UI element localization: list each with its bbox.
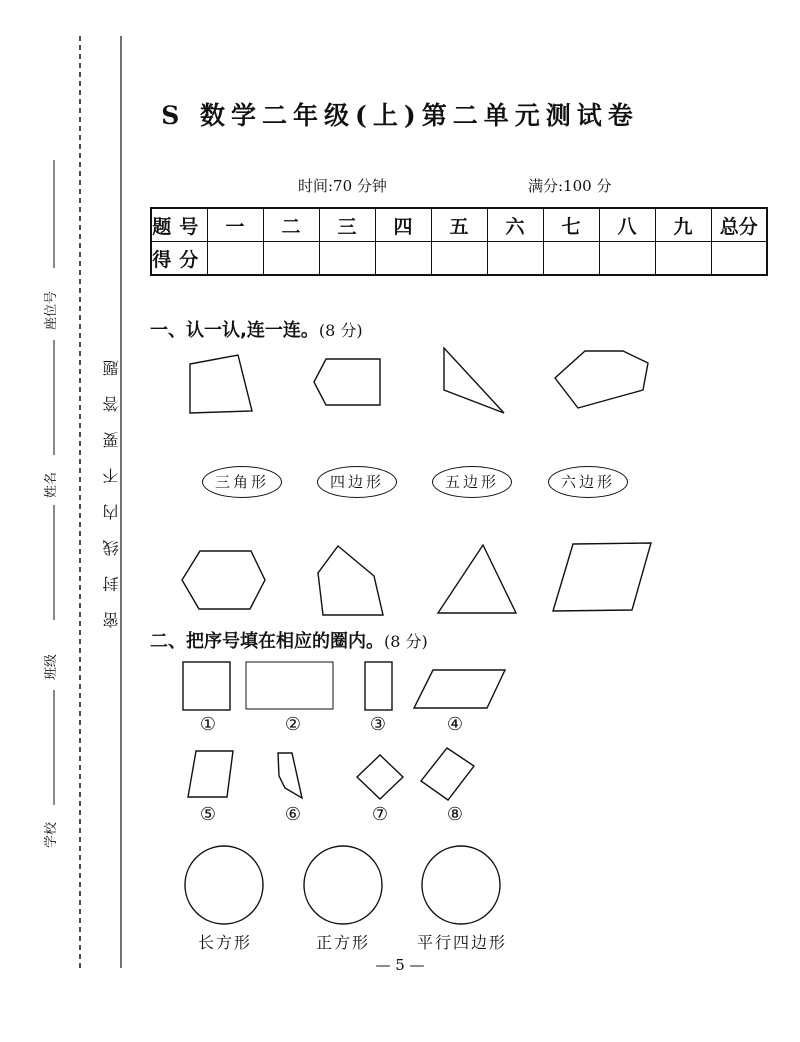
table-header-cell: 八 xyxy=(599,208,655,242)
section-1-title: 一、认一认,连一连。 xyxy=(150,320,319,341)
shape-number: ⑥ xyxy=(284,804,302,825)
sidebar-seat: 座位号 xyxy=(44,290,59,330)
shape-4-parallelogram xyxy=(414,670,505,708)
shape-number: ① xyxy=(199,714,217,735)
table-header-cell: 总分 xyxy=(711,208,767,242)
table-header-cell: 一 xyxy=(207,208,263,242)
shape-5-parallelogram xyxy=(188,751,233,797)
sidebar-notice: 密封线内不要答题 xyxy=(102,340,121,628)
table-header-cell: 五 xyxy=(431,208,487,242)
table-header-cell: 六 xyxy=(487,208,543,242)
table-row-header: 得分 xyxy=(151,242,207,276)
label-hexagon[interactable]: 六边形 xyxy=(548,466,628,498)
section-2-points: (8 分) xyxy=(384,632,428,651)
shape-6-parallelogram xyxy=(278,753,302,798)
circle-parallelogram[interactable] xyxy=(422,846,500,924)
section-1-points: (8 分) xyxy=(318,321,363,340)
shape-1-square xyxy=(183,662,230,710)
sidebar-name: 姓名 xyxy=(44,471,59,498)
shape-number: ⑤ xyxy=(199,804,217,825)
circle-label-rectangle: 长方形 xyxy=(197,933,252,952)
full-score: 满分:100 分 xyxy=(528,177,612,195)
label-pentagon[interactable]: 五边形 xyxy=(432,466,512,498)
shape-number: ⑦ xyxy=(371,804,389,825)
circle-square[interactable] xyxy=(304,846,382,924)
shape-number: ⑧ xyxy=(446,804,464,825)
table-header-cell: 七 xyxy=(543,208,599,242)
label-quadrilateral[interactable]: 四边形 xyxy=(317,466,397,498)
page-number: — 5 — xyxy=(375,956,425,974)
sidebar-school: 学校 xyxy=(44,821,59,848)
shape-number: ④ xyxy=(446,714,464,735)
circle-label-parallelogram: 平行四边形 xyxy=(416,933,507,952)
table-header-cell: 三 xyxy=(319,208,375,242)
shape-number: ③ xyxy=(369,714,387,735)
shape-7-square-rotated xyxy=(357,755,403,799)
shape-number: ② xyxy=(284,714,302,735)
table-header-cell: 四 xyxy=(375,208,431,242)
shape-8-rectangle-rotated xyxy=(421,748,474,800)
shape-3-rectangle-tall xyxy=(365,662,392,710)
page-title: S 数学二年级(上)第二单元测试卷 xyxy=(161,101,639,130)
label-triangle[interactable]: 三角形 xyxy=(202,466,282,498)
exam-time: 时间:70 分钟 xyxy=(298,177,387,195)
table-header-cell: 九 xyxy=(655,208,711,242)
circle-label-square: 正方形 xyxy=(315,933,370,952)
shape-2-rectangle xyxy=(246,662,333,709)
table-header-cell: 二 xyxy=(263,208,319,242)
section-2-title: 二、把序号填在相应的圈内。 xyxy=(150,631,384,652)
table-row-header: 题号 xyxy=(151,208,207,242)
sidebar-class: 班级 xyxy=(44,653,59,680)
circle-rectangle[interactable] xyxy=(185,846,263,924)
